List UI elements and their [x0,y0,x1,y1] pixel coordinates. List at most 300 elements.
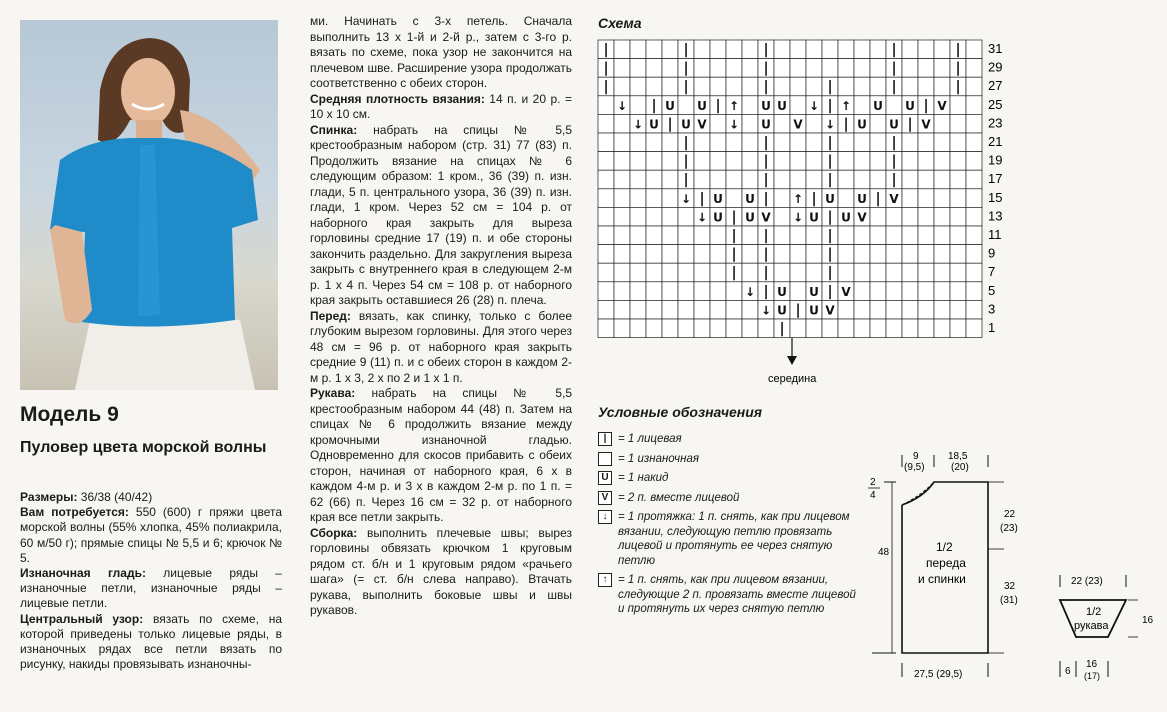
chart-cell [870,77,886,96]
legend-text: = 1 изнаночная [618,452,699,465]
front-label: Перед: [310,308,351,323]
chart-cell [806,152,822,171]
chart-cell [630,40,646,59]
chart-symbol: V [825,303,835,318]
legend-item-knit [598,432,863,447]
chart-cell [902,40,918,59]
arrow-up-stitch-icon: ↑ [598,573,612,587]
chart-symbol: U [681,117,691,132]
purl-value: лицевые ряды – изнаночные петли, изнаночные ряды – лицевые петли. [20,566,282,611]
row-label: 25 [988,96,1003,112]
chart-cell [838,245,854,264]
chart-cell [694,59,710,78]
chart-cell [902,189,918,208]
chart-symbol: | [763,190,769,207]
chart-symbol: U [777,303,787,318]
chart-cell [630,77,646,96]
paragraph-front [310,309,572,387]
legend-item-sk2p [598,573,863,617]
chart-symbol: | [827,134,833,151]
chart-cell [902,77,918,96]
chart-cell [918,207,934,226]
chart-symbol: | [731,246,737,263]
chart-cell [918,263,934,282]
chart-cell [966,77,982,96]
chart-cell [742,152,758,171]
dim-neck-width-alt: (9,5) [904,462,925,473]
dim-width: 27,5 (29,5) [914,669,963,680]
chart-cell [662,152,678,171]
chart-cell [662,77,678,96]
chart-cell [646,133,662,152]
chart-cell [614,319,630,338]
chart-symbol: | [891,172,897,189]
chart-cell [774,133,790,152]
chart-cell [662,133,678,152]
chart-cell [726,170,742,189]
chart-symbol: | [763,79,769,96]
legend-text: = 1 накид [618,472,669,484]
back-label: Спинка: [310,122,358,137]
chart-symbol: | [827,209,833,226]
row-label: 9 [988,245,996,261]
chart-cell [726,77,742,96]
chart-cell [598,300,614,319]
chart-cell [662,59,678,78]
sizes-value: 36/38 (40/42) [77,490,153,504]
chart-cell [614,59,630,78]
row-label: 7 [988,264,996,280]
chart-symbol: | [891,60,897,77]
chart-cell [790,77,806,96]
dim-sleeve-bottom-1: 6 [1065,666,1071,677]
legend-title: Условные обозначения [598,404,763,420]
paragraph-continued: ми. Начинать с 3-х петель. Сначала выполнить 13 х 1-й и 2-й р., затем с 3-го р. вязать по схеме, пока узор не закончится на плечевом шве. Расширение узора продолжать соответственно с обеих сторон. [310,14,572,90]
chart-cell [694,282,710,301]
chart-cell [918,59,934,78]
dim-neck-depth-num: 2 [870,477,876,488]
text-column-1 [20,490,282,672]
chart-cell [614,263,630,282]
chart-symbol: V [857,210,867,225]
assembly-value: выполнить плечевые швы; вырез горловины обвязать крючком 1 круговым рядом ст. б/н и 1 круговым рядом «рачьего шага» (= ст. б/н слева направо). Втачать рукава, выполнить боковые швы и швы рукавов. [310,525,572,617]
chart-cell [966,96,982,115]
chart-cell [710,226,726,245]
chart-cell [646,189,662,208]
chart-cell [742,170,758,189]
legend-item-skp [598,510,863,568]
chart-symbol: | [827,97,833,114]
chart-symbol: U [761,117,771,132]
chart-cell [902,300,918,319]
chart-cell [662,245,678,264]
chart-cell [854,170,870,189]
chart-cell [950,170,966,189]
chart-cell [678,207,694,226]
chart-symbol: | [667,116,673,133]
chart-cell [886,226,902,245]
front-value: вязать, как спинку, только с более глубоким вырезом горловины. Для этого через 48 см = 96 р. от наборного края закрыть средние 9 (11) п. и с обеих сторон в каждом 2-м р. 1 х 3, 2 х по 2 и 1 х 1 п. [310,308,572,385]
chart-cell [614,245,630,264]
chart-cell [662,40,678,59]
chart-cell [966,319,982,338]
k2tog-icon: V [598,491,612,505]
chart-cell [822,40,838,59]
chart-cell [806,40,822,59]
chart-cell [902,245,918,264]
chart-cell [710,133,726,152]
chart-symbol: | [731,265,737,282]
sleeve-label-1: 1/2 [1086,606,1102,618]
chart-cell [774,152,790,171]
chart-cell [710,59,726,78]
chart-cell [966,133,982,152]
chart-symbol: V [761,210,771,225]
chart-cell [870,282,886,301]
chart-cell [646,77,662,96]
chart-cell [918,282,934,301]
chart-cell [966,59,982,78]
chart-cell [742,77,758,96]
chart-cell [838,59,854,78]
chart-cell [774,226,790,245]
materials-label: Вам потребуется: [20,505,129,520]
legend-item-yarnover [598,471,863,486]
chart-cell [934,226,950,245]
dim-side: 32 [1004,581,1016,592]
chart-symbol: U [873,98,883,113]
chart-symbol: | [763,283,769,300]
chart-cell [694,263,710,282]
chart-cell [918,245,934,264]
sizes-label: Размеры: [20,490,78,504]
chart-cell [934,300,950,319]
chart-cell [950,245,966,264]
chart-cell [838,263,854,282]
chart-cell [678,300,694,319]
chart-cell [870,226,886,245]
chart-cell [806,114,822,133]
chart-cell [598,96,614,115]
row-label: 19 [988,152,1003,168]
chart-cell [662,170,678,189]
chart-cell [886,319,902,338]
chart-row-labels [988,41,1002,335]
chart-cell [662,263,678,282]
arrow-down-stitch-icon: ↓ [598,510,612,524]
chart-cell [934,59,950,78]
chart-cell [614,170,630,189]
chart-symbol: | [715,97,721,114]
chart-cell [854,133,870,152]
row-label: 17 [988,171,1003,187]
chart-cell [934,40,950,59]
chart-symbol: | [763,227,769,244]
chart-cell [630,282,646,301]
chart-cell [694,226,710,245]
center-arrow-icon [787,356,797,365]
chart-cell [694,40,710,59]
knitting-chart [596,38,1016,388]
chart-cell [806,59,822,78]
chart-cell [934,133,950,152]
chart-cell [598,133,614,152]
chart-cell [710,170,726,189]
chart-cell [966,152,982,171]
chart-cell [966,300,982,319]
chart-cell [790,282,806,301]
chart-symbol: V [921,117,931,132]
chart-cell [870,207,886,226]
chart-cell [646,40,662,59]
chart-cell [870,300,886,319]
chart-cell [614,226,630,245]
row-label: 1 [988,320,996,335]
paragraph-materials [20,505,282,566]
chart-cell [598,263,614,282]
chart-cell [646,207,662,226]
chart-symbol: ↓ [680,191,692,206]
chart-cell [854,77,870,96]
chart-symbol: | [651,97,657,114]
body-label-3: и спинки [918,572,966,586]
chart-cell [854,263,870,282]
paragraph-sizes [20,490,282,505]
chart-cell [870,263,886,282]
text-column-2 [310,14,572,619]
chart-cell [934,170,950,189]
legend-text: = 1 протяжка: 1 п. снять, как при лицевом вязании, следующую петлю провязать лицевой и протянуть ее через снятую петлю [618,511,850,567]
back-value: набрать на спицы № 5,5 крестообразным набором (стр. 31) 77 (83) п. Продолжить вязание на спицах № 6 следующим образом: 1 кром., 36 (39) п. изн. глади, 5 п. центрального узора, 36 (39) п. изн. глади, 1 кром. Через 52 см = 104 р. от наборного края закрыть для выреза горловины средние 17 (19) п. и обе стороны закончить раздельно. Для закругления выреза закрыть с внутреннего края в следующем 2-м р. 1 х 4 п. Через 54 см = 108 р. от наборного края закрыть оставшиеся 26 (28) п. плеча. [310,122,572,307]
paragraph-purl [20,566,282,612]
chart-cell [678,245,694,264]
chart-cell [790,226,806,245]
chart-cell [870,114,886,133]
chart-cell [662,319,678,338]
chart-cell [742,245,758,264]
sleeve-label-2: рукава [1074,620,1109,632]
chart-cell [630,59,646,78]
chart-cell [662,300,678,319]
chart-cell [806,245,822,264]
chart-cell [646,282,662,301]
chart-cell [806,226,822,245]
chart-symbol: U [761,98,771,113]
chart-cell [726,40,742,59]
chart-cell [838,152,854,171]
chart-cell [918,40,934,59]
chart-cell [870,59,886,78]
chart-cell [886,263,902,282]
sleeves-label: Рукава: [310,386,356,400]
chart-cell [694,300,710,319]
chart-symbol: | [699,190,705,207]
chart-cell [630,319,646,338]
chart-cell [838,226,854,245]
dim-sleeve-height: 16 [1142,615,1154,626]
chart-cell [870,40,886,59]
chart-cell [710,263,726,282]
chart-cell [934,282,950,301]
model-subtitle: Пуловер цвета морской волны [20,439,267,456]
chart-cell [742,319,758,338]
chart-cell [950,189,966,208]
chart-cell [646,152,662,171]
chart-symbol: | [891,41,897,58]
chart-cell [870,170,886,189]
chart-cell [918,152,934,171]
chart-cell [630,226,646,245]
materials-value: 550 (600) г пряжи цвета морской волны (55% хлопка, 45% полиакрила, 60 м/50 г); прямые спицы № 5,5 и 6; крючок № 5. [20,505,282,565]
chart-cell [838,40,854,59]
chart-symbol: | [875,190,881,207]
chart-symbol: | [891,79,897,96]
chart-cell [598,319,614,338]
chart-cell [614,189,630,208]
chart-cell [694,152,710,171]
chart-cell [646,170,662,189]
dim-height: 48 [878,547,890,558]
legend-text: = 1 п. снять, как при лицевом вязании, следующие 2 п. провязать вместе лицевой и протянуть их через снятую петлю [618,574,856,615]
chart-cell [614,114,630,133]
row-label: 11 [988,227,1002,242]
chart-symbol: | [955,60,961,77]
paragraph-central [20,612,282,673]
row-label: 27 [988,78,1003,94]
chart-symbol: U [745,191,755,206]
chart-cell [598,207,614,226]
row-label: 29 [988,59,1003,75]
chart-cell [630,152,646,171]
row-label: 13 [988,208,1003,224]
chart-cell [726,282,742,301]
chart-cell [950,152,966,171]
chart-cell [806,77,822,96]
chart-cell [838,300,854,319]
chart-cell [918,133,934,152]
chart-symbol: | [763,265,769,282]
chart-cell [742,96,758,115]
chart-symbol: ↓ [696,210,708,225]
chart-cell [950,226,966,245]
chart-cell [774,170,790,189]
chart-cell [870,319,886,338]
chart-symbol: | [891,153,897,170]
assembly-label: Сборка: [310,525,358,540]
chart-cell [774,207,790,226]
chart-cell [934,263,950,282]
density-label: Средняя плотность вязания: [310,91,485,106]
body-label-1: 1/2 [936,540,953,554]
chart-symbol: ↓ [616,98,628,113]
legend-text: = 2 п. вместе лицевой [618,491,740,504]
chart-symbol: U [857,117,867,132]
chart-symbol: ↑ [728,98,740,113]
chart-cell [886,300,902,319]
chart-symbol: | [827,265,833,282]
chart-cell [934,207,950,226]
chart-symbol: U [777,98,787,113]
chart-cell [950,300,966,319]
chart-cell [742,226,758,245]
chart-cell [966,282,982,301]
chart-symbol: | [603,79,609,96]
chart-cell [838,170,854,189]
legend-item-purl [598,452,863,467]
chart-symbol: U [857,191,867,206]
paragraph-density [310,92,572,123]
chart-cell [774,245,790,264]
chart-symbol: | [779,320,785,337]
chart-cell [758,319,774,338]
chart-cell [934,245,950,264]
chart-cell [614,40,630,59]
chart-cell [934,114,950,133]
chart-cell [726,300,742,319]
chart-cell [646,59,662,78]
chart-cell [742,133,758,152]
dim-side-alt: (31) [1000,595,1018,606]
chart-cell [822,59,838,78]
chart-cell [918,226,934,245]
chart-symbol: | [811,190,817,207]
chart-symbol: ↑ [840,98,852,113]
chart-cell [886,207,902,226]
chart-cell [774,77,790,96]
chart-cell [726,152,742,171]
dim-neck-depth-den: 4 [870,490,876,501]
chart-symbol: ↓ [728,117,740,132]
chart-symbol: U [649,117,659,132]
scheme-title: Схема [598,15,642,31]
chart-cell [774,263,790,282]
chart-symbol: | [955,79,961,96]
chart-symbol: | [827,153,833,170]
chart-cell [902,319,918,338]
chart-cell [614,207,630,226]
chart-symbol: U [841,210,851,225]
chart-cell [790,59,806,78]
chart-symbol: U [905,98,915,113]
chart-cell [902,170,918,189]
chart-symbol: | [763,41,769,58]
chart-cell [614,152,630,171]
row-label: 23 [988,115,1003,131]
chart-cell [630,263,646,282]
chart-cell [902,59,918,78]
chart-cell [950,319,966,338]
chart-cell [710,245,726,264]
chart-cell [790,96,806,115]
chart-symbol: V [697,117,707,132]
chart-symbol: | [683,79,689,96]
chart-cell [854,152,870,171]
row-label: 15 [988,189,1003,205]
chart-cell [694,77,710,96]
chart-symbol: | [763,60,769,77]
chart-cell [854,96,870,115]
chart-symbol: U [889,117,899,132]
chart-cell [918,170,934,189]
chart-cell [646,300,662,319]
chart-cell [598,170,614,189]
chart-cell [918,189,934,208]
dim-sleeve-bottom-3: (17) [1084,671,1101,681]
chart-symbol: | [955,41,961,58]
chart-cell [678,226,694,245]
chart-symbol: | [827,283,833,300]
dim-sleeve-bottom-2: 16 [1086,659,1098,670]
